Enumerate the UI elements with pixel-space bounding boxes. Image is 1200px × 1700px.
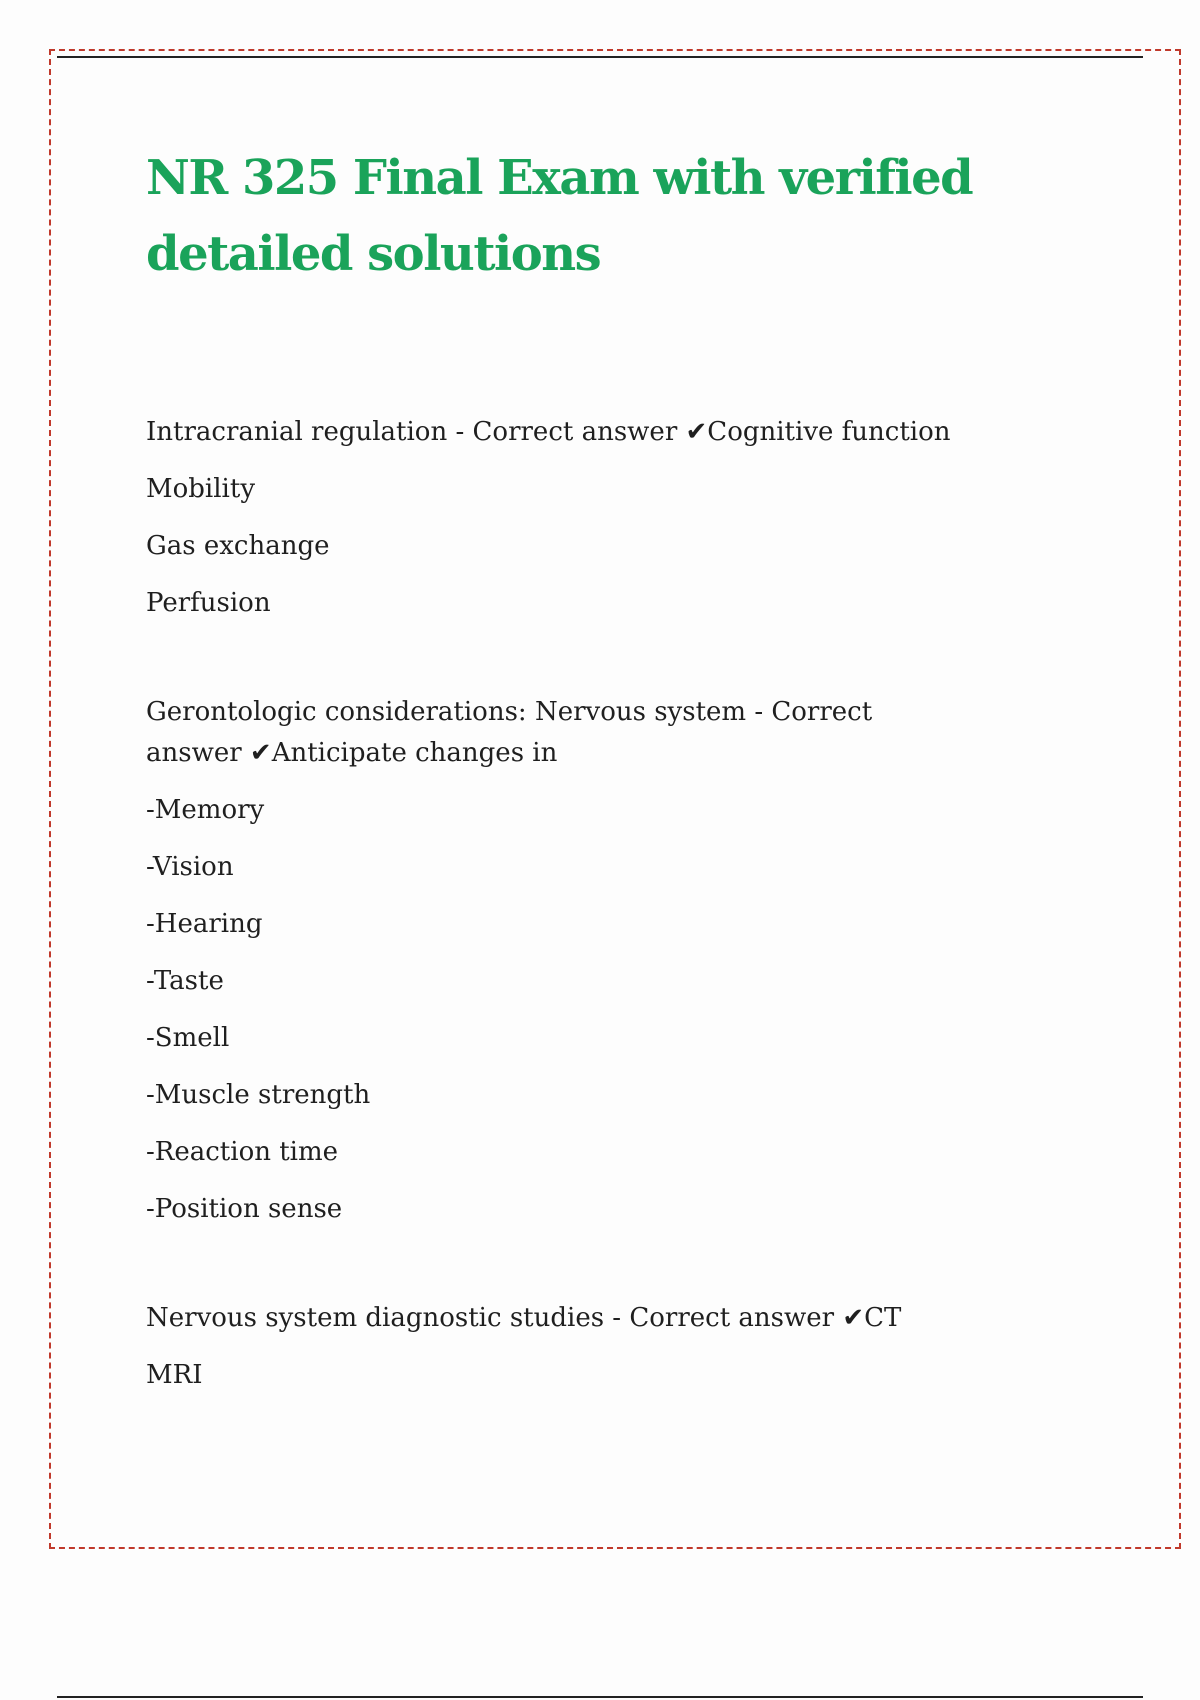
- footer-rule: [57, 1696, 1143, 1698]
- answer-line: Gas exchange: [146, 531, 330, 561]
- question-text: Gerontologic considerations: Nervous system - Correct answer ✔Anticipate changes in: [146, 697, 873, 768]
- qa-block: [146, 1298, 1086, 1396]
- answer-line: Mobility: [146, 474, 256, 504]
- answer-line: -Smell: [146, 1023, 230, 1053]
- answer-line: -Vision: [146, 852, 234, 882]
- answer-line: -Hearing: [146, 909, 263, 939]
- answer-line: -Position sense: [146, 1194, 343, 1224]
- document-title: NR 325 Final Exam with verified detailed solutions: [146, 150, 973, 282]
- answer-line: MRI: [146, 1360, 203, 1390]
- question-text: Intracranial regulation - Correct answer ✔Cognitive function: [146, 417, 951, 447]
- question-text: Nervous system diagnostic studies - Correct answer ✔CT: [146, 1303, 902, 1333]
- answer-line: -Taste: [146, 966, 224, 996]
- document-content: [146, 140, 1086, 1412]
- answer-line: -Reaction time: [146, 1137, 339, 1167]
- answer-line: Perfusion: [146, 588, 271, 618]
- qa-block: [146, 692, 1086, 1230]
- answer-line: -Muscle strength: [146, 1080, 371, 1110]
- qa-block: [146, 412, 1086, 624]
- answer-line: -Memory: [146, 795, 265, 825]
